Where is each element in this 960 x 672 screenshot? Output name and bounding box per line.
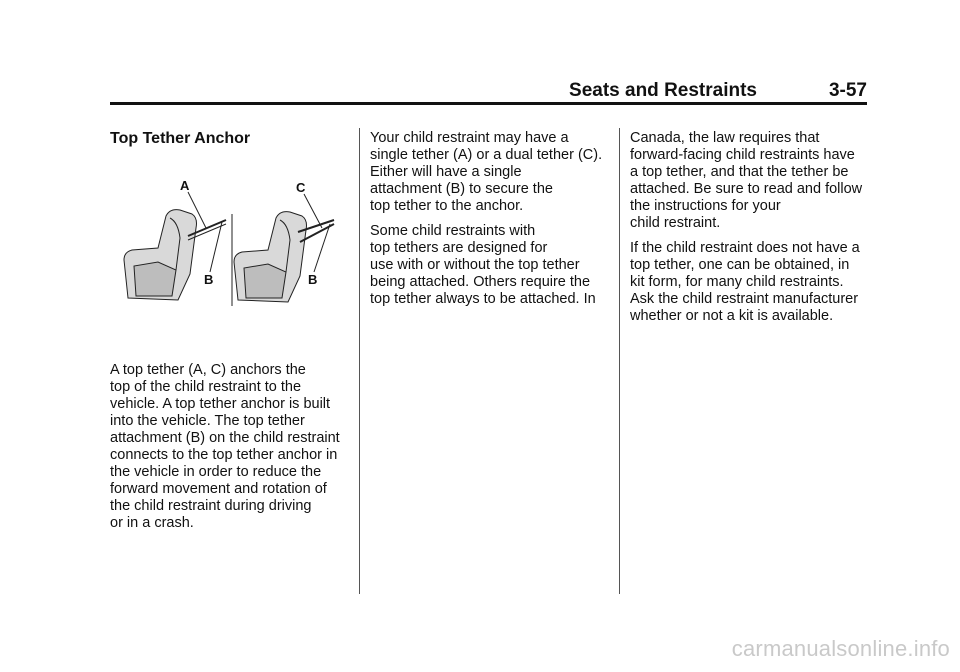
column3	[630, 130, 870, 333]
column2-paragraph-1: Your child restraint may have a single tether (A) or a dual tether (C). Either will have a single attachment (B) to secure the top tether to the anchor.	[370, 130, 603, 214]
left-seat-drawing	[124, 210, 197, 300]
column3-paragraph-2: If the child restraint does not have a top tether, one can be obtained, in kit form, for many child restraints. Ask the child restraint manufacturer whether or not a kit is available.	[630, 240, 860, 324]
figure-label-a: A	[180, 178, 190, 193]
column1-paragraph: A top tether (A, C) anchors the top of the child restraint to the vehicle. A top tether anchor is built into the vehicle. The top tether attachment (B) on the child restraint connects to the top tether anchor in the vehicle in order to reduce the forward movement and rotation of the child restraint during driving or in a crash.	[110, 362, 340, 531]
figure-label-c: C	[296, 180, 306, 195]
figure-label-b-right: B	[308, 272, 318, 287]
section-title: Seats and Restraints	[569, 80, 757, 101]
column-divider-2	[619, 128, 620, 594]
figure-label-b-left: B	[204, 272, 214, 287]
right-seat-drawing	[234, 212, 307, 302]
column3-paragraph-1: Canada, the law requires that forward-facing child restraints have a top tether, and that the tether be attached. Be sure to read and follow the instructions for your child restraint.	[630, 130, 863, 231]
column-divider-1	[359, 128, 360, 594]
column2	[370, 130, 610, 316]
child-seat-tether-illustration	[118, 178, 342, 310]
header-rule	[110, 102, 867, 105]
column2-paragraph-2: Some child restraints with top tethers are designed for use with or without the top tether being attached. Others require the top tether always to be attached. In	[370, 223, 596, 307]
page-number: 3-57	[828, 80, 867, 101]
section-heading: Top Tether Anchor	[110, 130, 251, 147]
page-header	[110, 80, 867, 102]
watermark: carmanualsonline.info	[731, 636, 950, 661]
